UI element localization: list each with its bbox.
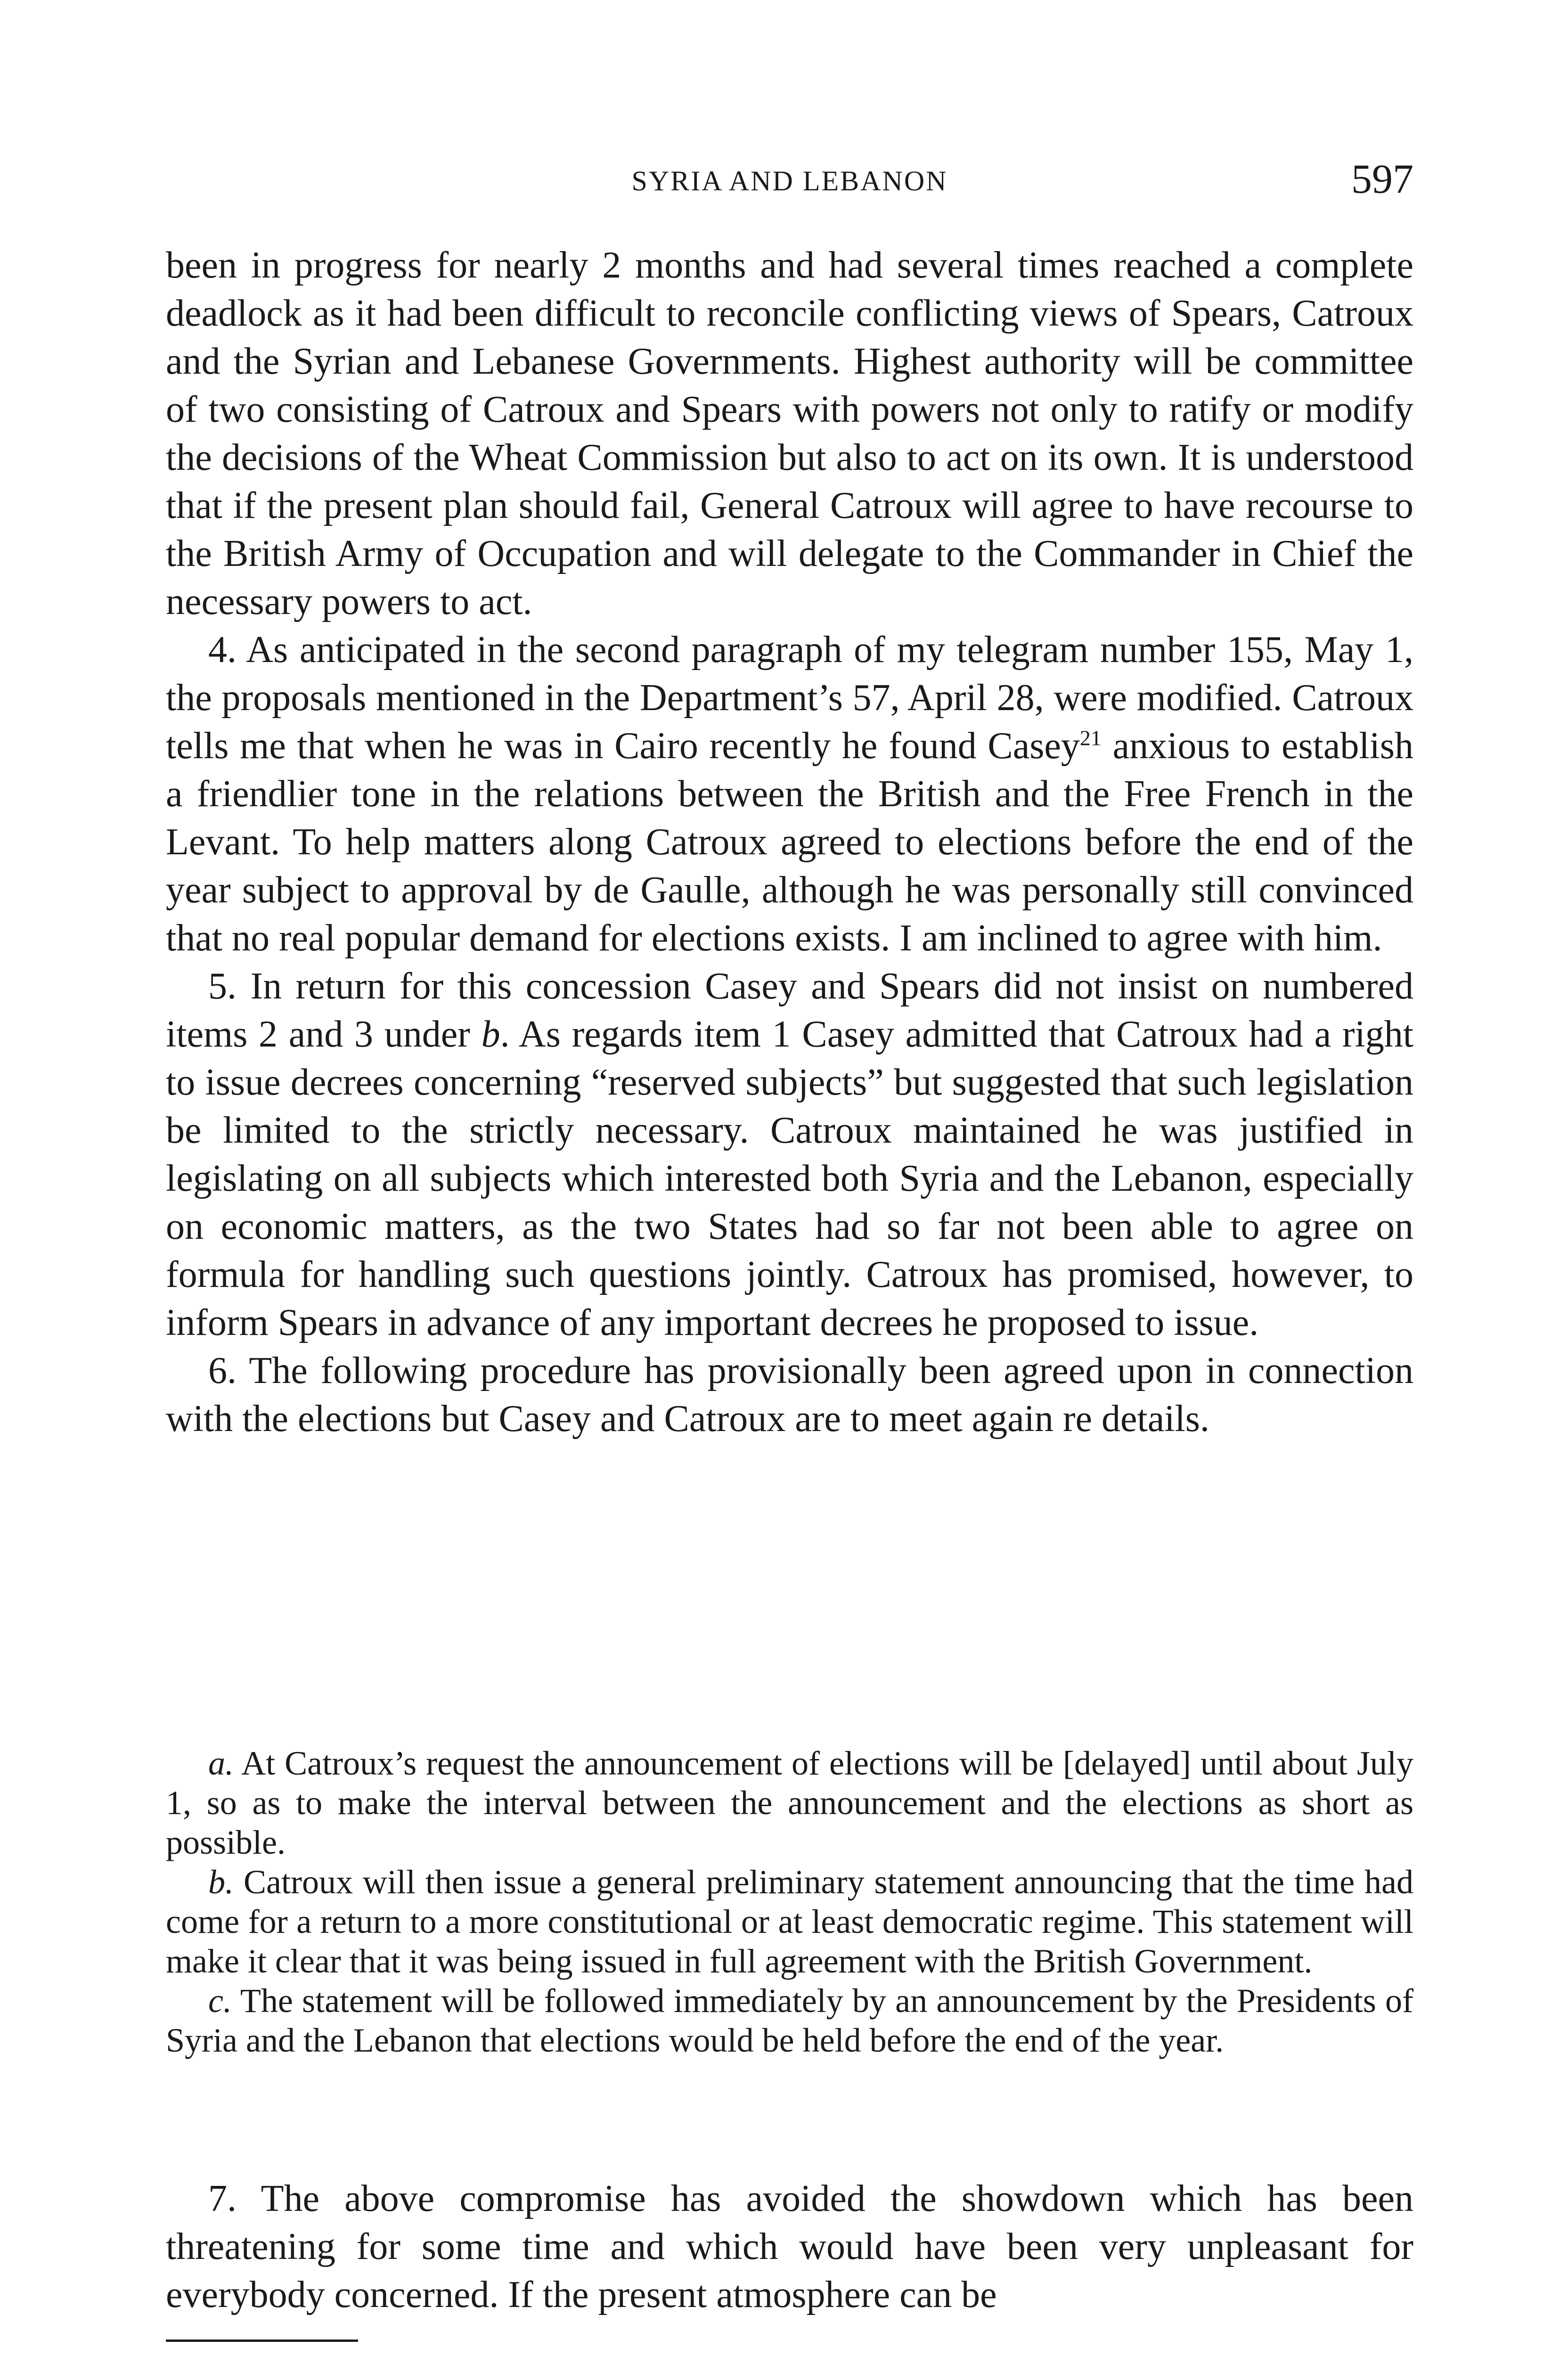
sub-item-text: The statement will be followed immediately by an announcement by the Presidents of Syria and the Lebanon that elections would be held before the end of the year.: [166, 1982, 1413, 2059]
sub-item-letter: c.: [208, 1982, 232, 2020]
sub-item-text: Catroux will then issue a general preliminary statement announcing that the time had come for a return to a more constitutional or at least democratic regime. This statement will make it clear that it was being issued in full agreement with the British Government.: [166, 1863, 1413, 1980]
sub-item-a: [166, 1743, 1413, 1862]
footnote-rule: [166, 2340, 358, 2342]
paragraph-5-italic-letter: b: [481, 1014, 500, 1055]
running-title: SYRIA AND LEBANON: [631, 165, 948, 196]
running-head: [166, 155, 1413, 212]
paragraph-6: 6. The following procedure has provisionally been agreed upon in connection with the elections but Casey and Catroux are to meet again re details.: [166, 1350, 1413, 1440]
sub-item-text: At Catroux’s request the announcement of elections will be [delayed] until about July 1, so as to make the interval between the announcement and the elections as short as possible.: [166, 1744, 1413, 1861]
sub-item-letter: b.: [208, 1863, 234, 1901]
sub-item-list: [166, 1743, 1413, 2060]
paragraph-7: 7. The above compromise has avoided the showdown which has been threatening for some time and which would have been very unpleasant for everybody concerned. If the present atmosphere can be: [166, 2178, 1413, 2315]
paragraph-5-text-after: . As regards item 1 Casey admitted that Catroux had a right to issue decrees concerning “reserved subjects” but suggested that such legislation be limited to the strictly necessary. Catroux maintained he was justified in legislating on all subjects which interested both Syria and the Lebanon, especially on economic matters, as the two States had so far not been able to agree on formula for handling such questions jointly. Catroux has promised, however, to inform Spears in advance of any important decrees he proposed to issue.: [166, 1014, 1413, 1343]
paragraph-4: [166, 626, 1413, 962]
body-text: [166, 241, 1413, 1443]
closing-text: [166, 2175, 1413, 2319]
paragraph-4-text-before: 4. As anticipated in the second paragraph of my telegram number 155, May 1, the proposals mentioned in the Department’s 57, April 28, were modified. Catroux tells me that when he was in Cairo recently he found Casey: [166, 629, 1413, 767]
paragraph-5-text-before: 5. In return for this concession Casey and Spears did not insist on numbered items 2 and 3 under: [166, 965, 1413, 1055]
sub-item-b: [166, 1862, 1413, 1981]
paragraph-continuation: been in progress for nearly 2 months and had several times reached a complete deadlock as it had been difficult to reconcile conflicting views of Spears, Catroux and the Syrian and Lebanese Governments. Highest authority will be committee of two consisting of Catroux and Spears with powers not only to ratify or modify the decisions of the Wheat Commission but also to act on its own. It is understood that if the present plan should fail, General Catroux will agree to have recourse to the British Army of Occupation and will delegate to the Commander in Chief the necessary powers to act.: [166, 245, 1413, 622]
sub-item-c: [166, 1981, 1413, 2060]
paragraph-4-text-after: anxious to establish a friendlier tone in the relations between the British and the Free French in the Levant. To help matters along Catroux agreed to elections before the end of the year subject to approval by de Gaulle, although he was personally still convinced that no real popular demand for elections exists. I am inclined to agree with him.: [166, 725, 1413, 959]
page-number: 597: [1351, 156, 1413, 202]
paragraph-5: [166, 962, 1413, 1347]
footnote-reference: 21: [1079, 726, 1102, 750]
sub-item-letter: a.: [208, 1744, 234, 1782]
